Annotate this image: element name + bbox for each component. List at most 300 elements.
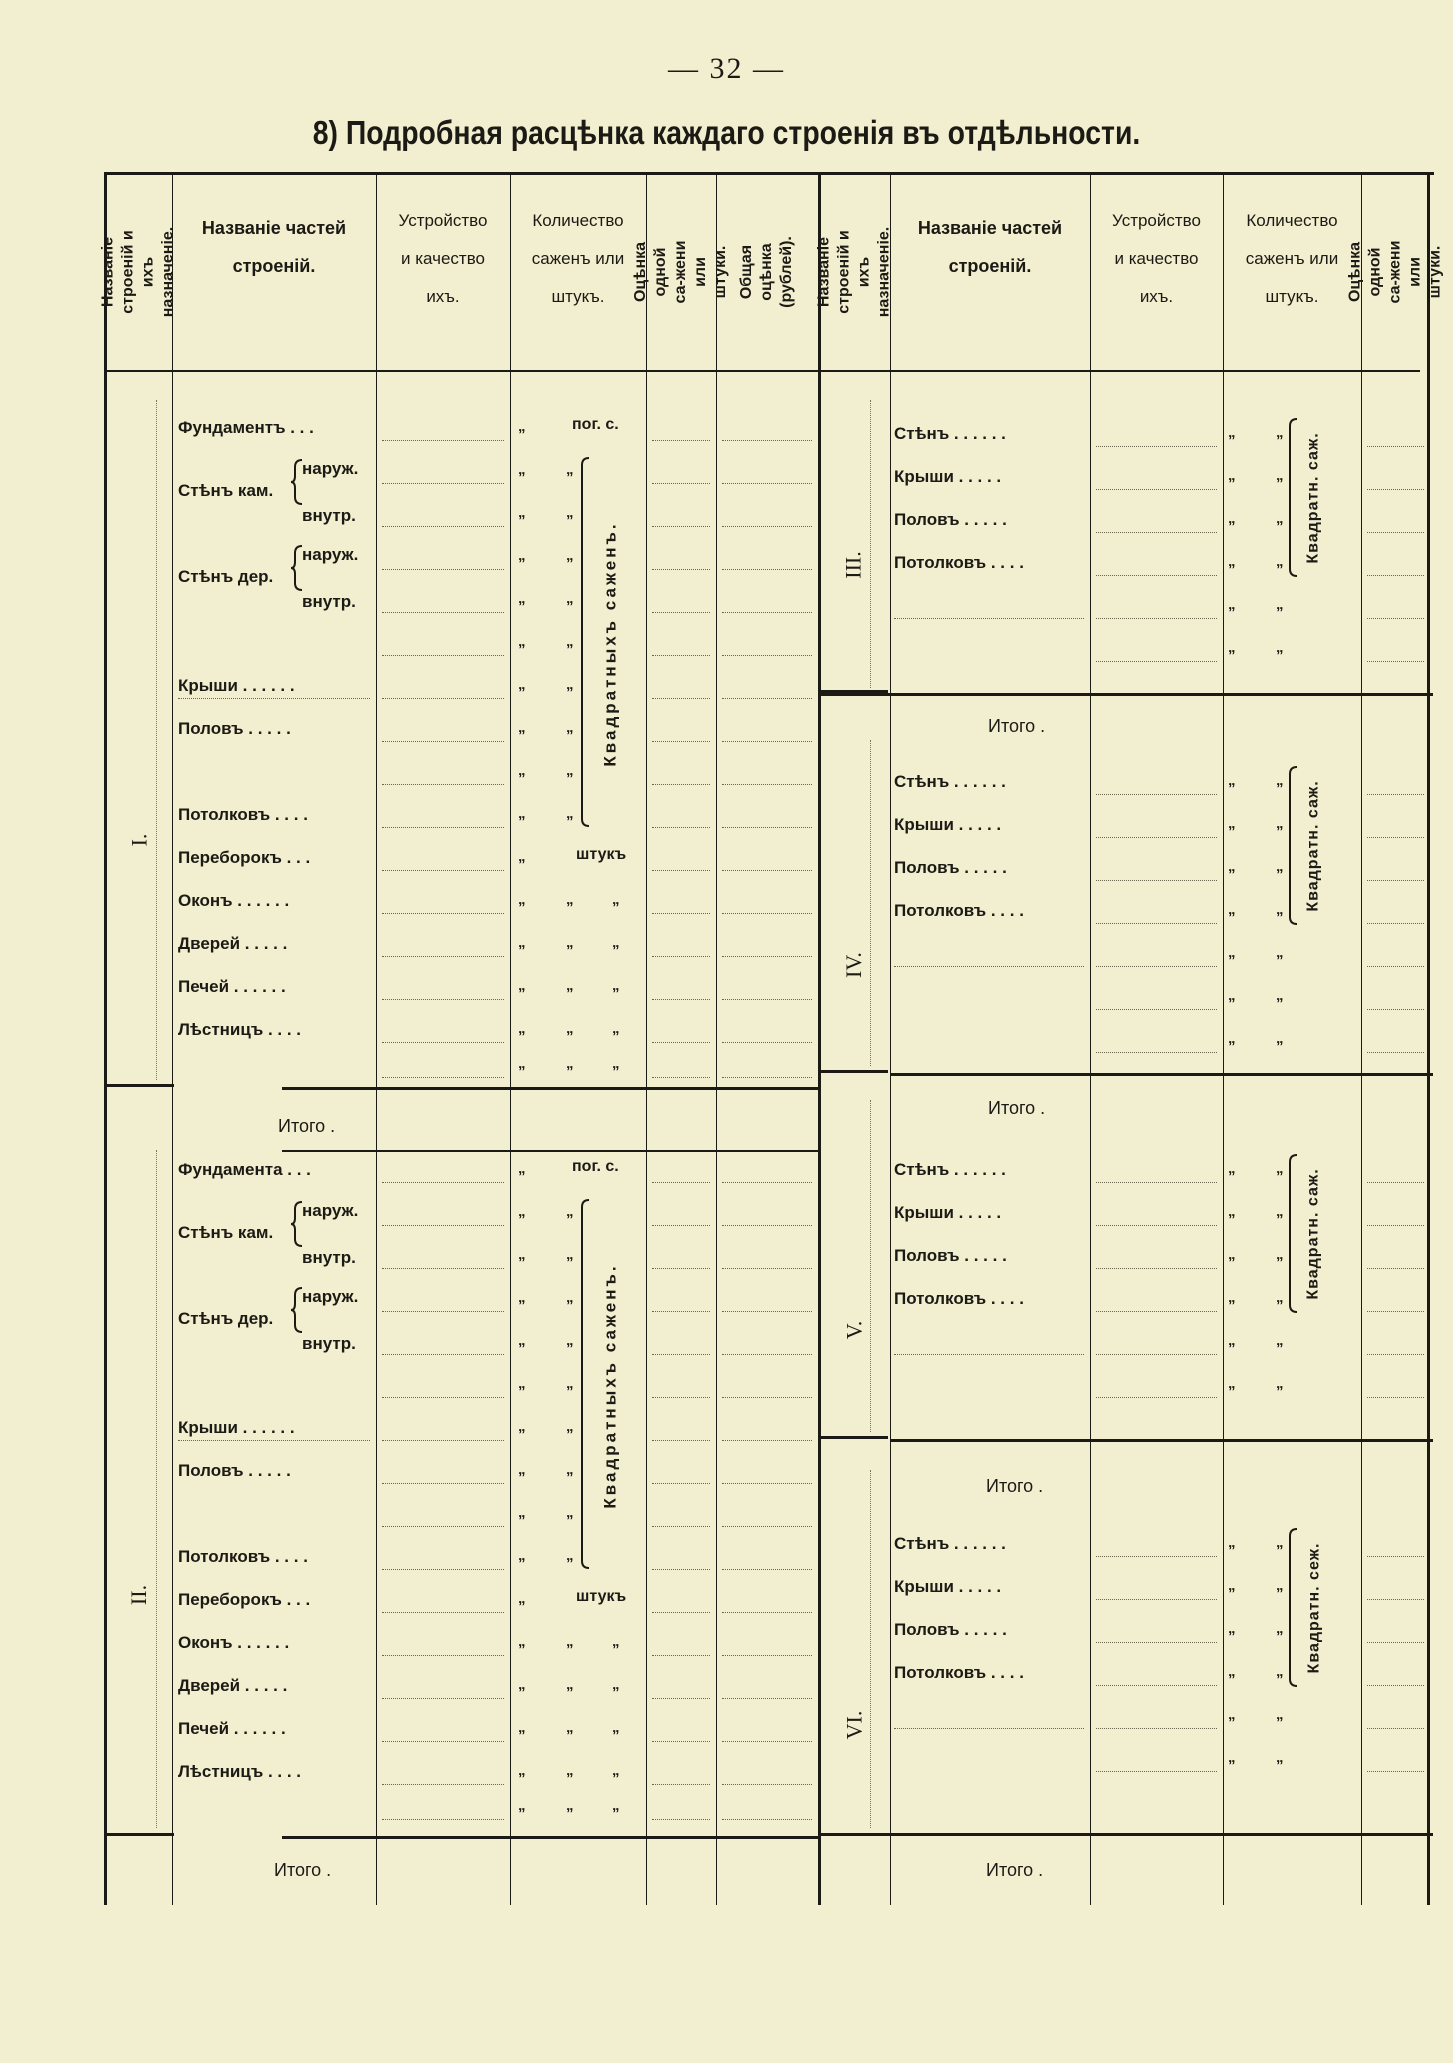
dotted-entry-line	[894, 1728, 1084, 1729]
ditto-mark: „	[1276, 1706, 1284, 1723]
dotted-entry-line	[652, 1741, 710, 1742]
right-header-quantity	[1223, 194, 1361, 324]
dotted-entry-line	[652, 1225, 710, 1226]
dotted-entry-line	[382, 1440, 504, 1441]
ditto-mark: „	[1276, 772, 1284, 789]
ditto-mark: „	[612, 1055, 620, 1072]
right-header-line: Названіе частей	[917, 218, 1063, 238]
dotted-entry-line	[652, 1612, 710, 1613]
ditto-mark: „	[566, 1719, 574, 1736]
ditto-mark: „	[1276, 944, 1284, 961]
dotted-entry-line	[722, 827, 812, 828]
dotted-entry-line	[722, 1526, 812, 1527]
building-1-row-doors: Дверей . . . . .	[178, 934, 288, 953]
dotted-entry-line	[1096, 1728, 1217, 1729]
dotted-entry-line	[894, 966, 1084, 967]
left-header-quantity-line: саженъ или	[531, 249, 625, 268]
building-5-unit-square-fathoms-text: Квадратн. саж.	[1305, 1167, 1323, 1300]
dotted-entry-line	[652, 1784, 710, 1785]
right-header-unit-price-text: Оцѣнка одной са-жени или штуки.	[1346, 240, 1444, 304]
dotted-entry-line	[1096, 1354, 1217, 1355]
dotted-entry-line	[382, 1077, 504, 1078]
ditto-mark: „	[566, 547, 574, 564]
curly-brace-icon	[290, 459, 304, 505]
ditto-mark: „	[518, 805, 526, 822]
left-header-device-line: Устройство	[398, 211, 488, 230]
ditto-mark: „	[566, 805, 574, 822]
dotted-entry-line	[894, 618, 1084, 619]
ditto-mark: „	[1228, 1375, 1236, 1392]
dotted-entry-line	[1367, 489, 1424, 490]
left-header-device	[376, 194, 510, 324]
inner-label: внутр.	[302, 1334, 356, 1353]
building-5-row-roofs2: Крыши . . . . .	[894, 1203, 1002, 1222]
left-header-total-price-text: Общая оцѣнка (рублей).	[738, 236, 795, 308]
ditto-mark: „	[566, 891, 574, 908]
ditto-mark: „	[518, 934, 526, 951]
left-header-total-price	[716, 178, 818, 366]
ditto-mark: „	[518, 1590, 526, 1607]
building-4-unit-square-fathoms-text: Квадратн. саж.	[1305, 779, 1323, 912]
right-header-part-name	[890, 192, 1090, 302]
unit-linear: пог. с.	[572, 416, 619, 433]
building-2-unit-square-fathoms-text: Квадратныхъ саженъ.	[601, 1263, 620, 1509]
unit-linear: пог. с.	[572, 1158, 619, 1175]
building-4-total: Итого .	[988, 1098, 1046, 1118]
ditto-mark: „	[1228, 987, 1236, 1004]
unit-pieces: штукъ	[576, 846, 627, 863]
dotted-entry-line	[652, 655, 710, 656]
dotted-entry-line	[1096, 794, 1217, 795]
outer-label: наруж.	[302, 1287, 359, 1306]
dotted-entry-line	[1096, 1009, 1217, 1010]
ditto-mark: „	[518, 891, 526, 908]
dotted-entry-line	[1096, 446, 1217, 447]
inner-label: внутр.	[302, 1248, 356, 1267]
dotted-entry-line	[382, 999, 504, 1000]
left-header-unit-price-text: Оцѣнка одной са-жени или штуки.	[632, 240, 729, 304]
building-2-unit-square-fathoms	[588, 1203, 634, 1569]
ditto-mark: „	[518, 1547, 526, 1564]
ditto-mark: „	[1276, 858, 1284, 875]
dotted-entry-line	[1367, 923, 1424, 924]
ditto-mark: „	[566, 1332, 574, 1349]
dotted-entry-line	[382, 655, 504, 656]
ditto-mark: „	[518, 762, 526, 779]
building-6-roman-text: VI.	[841, 1710, 866, 1740]
ditto-mark: „	[566, 1504, 574, 1521]
dotted-entry-line	[1367, 1268, 1424, 1269]
curly-brace-icon	[290, 1201, 304, 1247]
building-1-row-stairs: Лѣстницъ . . . .	[178, 1020, 302, 1039]
left-header-quantity	[510, 194, 646, 324]
dotted-entry-line	[382, 440, 504, 441]
left-header-line: Названіе частей	[201, 218, 347, 238]
dotted-entry-line	[1367, 966, 1424, 967]
building-1-unit-square-fathoms-text: Квадратныхъ саженъ.	[601, 521, 620, 767]
right-header-line: строеній.	[948, 256, 1032, 276]
ditto-mark: „	[566, 762, 574, 779]
building-3-roman-text: III.	[840, 551, 866, 579]
dotted-entry-line	[1367, 1354, 1424, 1355]
dotted-entry-line	[652, 1311, 710, 1312]
left-header-unit-price	[632, 178, 729, 366]
dotted-entry-line	[382, 1612, 504, 1613]
dotted-entry-line	[652, 1042, 710, 1043]
ditto-mark: „	[566, 1461, 574, 1478]
building-2-row-doors: Дверей . . . . .	[178, 1676, 288, 1695]
total-rule	[282, 1087, 818, 1090]
dotted-entry-line	[1096, 1599, 1217, 1600]
dotted-entry-line	[1367, 661, 1424, 662]
ditto-mark: „	[566, 934, 574, 951]
dotted-entry-line	[722, 1397, 812, 1398]
building-rule	[104, 1833, 174, 1836]
dotted-vertical-line	[870, 740, 871, 1066]
ditto-mark: „	[518, 1375, 526, 1392]
dotted-entry-line	[722, 1311, 812, 1312]
dotted-entry-line	[382, 698, 504, 699]
dotted-entry-line	[652, 1354, 710, 1355]
dotted-vertical-line	[156, 400, 157, 1080]
dotted-entry-line	[652, 569, 710, 570]
dotted-entry-line	[652, 1077, 710, 1078]
dotted-entry-line	[1096, 1225, 1217, 1226]
dotted-entry-line	[382, 612, 504, 613]
building-5-roman	[820, 1230, 888, 1430]
building-3-row-floors: Половъ . . . . .	[894, 510, 1007, 529]
dotted-entry-line	[1367, 1685, 1424, 1686]
building-5-unit-square-fathoms	[1294, 1154, 1334, 1313]
building-6-total: Итого .	[986, 1860, 1044, 1880]
right-header-device-line: Устройство	[1112, 211, 1201, 230]
dotted-vertical-line	[156, 1150, 157, 1828]
ditto-mark: „	[518, 1418, 526, 1435]
right-header-unit-price	[1346, 178, 1444, 366]
left-header-device-line: и качество	[400, 249, 485, 268]
ditto-mark: „	[1276, 1620, 1284, 1637]
dotted-entry-line	[1367, 1556, 1424, 1557]
ditto-mark: „	[1276, 987, 1284, 1004]
column-rule	[646, 172, 647, 1905]
ditto-mark: „	[1228, 467, 1236, 484]
left-header-quantity-line: Количество	[532, 211, 624, 230]
ditto-mark: „	[518, 547, 526, 564]
ditto-mark: „	[1228, 1246, 1236, 1263]
column-rule	[172, 172, 173, 1905]
dotted-entry-line	[1367, 1728, 1424, 1729]
ditto-mark: „	[1276, 1246, 1284, 1263]
right-header-quantity-line: штукъ.	[1265, 287, 1319, 306]
total-rule	[818, 1833, 1433, 1836]
dotted-entry-line	[382, 1741, 504, 1742]
dotted-entry-line	[652, 1440, 710, 1441]
right-header-building-name-text: Названіе строеній и ихъ назначеніе.	[815, 226, 893, 318]
dotted-entry-line	[382, 1311, 504, 1312]
dotted-entry-line	[382, 827, 504, 828]
dotted-entry-line	[1096, 489, 1217, 490]
dotted-entry-line	[722, 1612, 812, 1613]
right-header-device-line: ихъ.	[1139, 287, 1174, 306]
ditto-mark: „	[1276, 1534, 1284, 1551]
building-5-row-floors: Половъ . . . . .	[894, 1246, 1007, 1265]
building-4-row-ceilings: Потолковъ . . . .	[894, 901, 1024, 920]
ditto-mark: „	[1228, 1332, 1236, 1349]
building-6-roman	[820, 1620, 888, 1830]
dotted-entry-line	[652, 999, 710, 1000]
ditto-mark: „	[1276, 596, 1284, 613]
ditto-mark: „	[1276, 1663, 1284, 1680]
ditto-mark: „	[566, 1020, 574, 1037]
dotted-entry-line	[652, 956, 710, 957]
dotted-entry-line	[382, 1182, 504, 1183]
building-3-unit-square-fathoms-text: Квадратн. саж.	[1305, 431, 1323, 564]
building-1-total: Итого .	[278, 1116, 336, 1136]
building-6-row-roofs2: Крыши . . . . .	[894, 1577, 1002, 1596]
building-2-row-windows: Оконъ . . . . . .	[178, 1633, 290, 1652]
ditto-mark: „	[518, 1246, 526, 1263]
building-6-row-floors: Половъ . . . . .	[894, 1620, 1007, 1639]
building-6-row-ceilings: Потолковъ . . . .	[894, 1663, 1024, 1682]
ditto-mark: „	[566, 1762, 574, 1779]
right-header-quantity-line: саженъ или	[1245, 249, 1339, 268]
ditto-mark: „	[1276, 424, 1284, 441]
dotted-entry-line	[1096, 1268, 1217, 1269]
ditto-mark: „	[566, 1375, 574, 1392]
dotted-entry-line	[652, 1182, 710, 1183]
ditto-mark: „	[518, 1461, 526, 1478]
dotted-entry-line	[382, 1784, 504, 1785]
ditto-mark: „	[566, 1246, 574, 1263]
total-rule	[890, 1073, 1433, 1076]
ditto-mark: „	[1228, 1663, 1236, 1680]
building-4-roman	[820, 850, 888, 1080]
ditto-mark: „	[1228, 553, 1236, 570]
dotted-entry-line	[722, 1354, 812, 1355]
dotted-entry-line	[1367, 1771, 1424, 1772]
dotted-entry-line	[722, 1784, 812, 1785]
ditto-mark: „	[566, 676, 574, 693]
table-top-rule	[104, 172, 1434, 175]
dotted-entry-line	[1096, 532, 1217, 533]
dotted-vertical-line	[870, 1470, 871, 1828]
ditto-mark: „	[612, 1633, 620, 1650]
outer-label: наруж.	[302, 1201, 359, 1220]
ditto-mark: „	[566, 633, 574, 650]
ditto-mark: „	[518, 1203, 526, 1220]
ditto-mark: „	[1228, 815, 1236, 832]
building-6-unit-square-fathoms	[1294, 1528, 1334, 1687]
dotted-entry-line	[722, 612, 812, 613]
ditto-mark: „	[566, 1797, 574, 1814]
dotted-entry-line	[1096, 1685, 1217, 1686]
column-rule	[716, 172, 717, 1905]
left-header-part-name	[172, 192, 376, 302]
dotted-entry-line	[382, 1698, 504, 1699]
column-rule	[1090, 172, 1091, 1905]
ditto-mark: „	[1276, 1289, 1284, 1306]
ditto-mark: „	[1228, 1706, 1236, 1723]
building-4-row-roofs2: Крыши . . . . .	[894, 815, 1002, 834]
ditto-mark: „	[1228, 1203, 1236, 1220]
building-1-roman-text: I.	[125, 833, 151, 847]
column-rule	[1223, 172, 1224, 1905]
dotted-entry-line	[652, 913, 710, 914]
dotted-entry-line	[1096, 1182, 1217, 1183]
ditto-mark: „	[1276, 901, 1284, 918]
building-1-row-stoves: Печей . . . . . .	[178, 977, 286, 996]
dotted-entry-line	[652, 784, 710, 785]
ditto-mark: „	[518, 633, 526, 650]
dotted-entry-line	[1367, 1182, 1424, 1183]
dotted-entry-line	[1096, 966, 1217, 967]
left-header-building-name-text: Названіе строеній и ихъ назначеніе.	[99, 226, 177, 318]
curly-brace-icon	[290, 1287, 304, 1333]
dotted-entry-line	[382, 1225, 504, 1226]
ditto-mark: „	[1276, 1749, 1284, 1766]
building-2-row-stoves: Печей . . . . . .	[178, 1719, 286, 1738]
dotted-entry-line	[382, 1354, 504, 1355]
right-header-building-name	[815, 178, 893, 366]
building-5-roman-text: V.	[841, 1320, 866, 1340]
dotted-entry-line	[652, 483, 710, 484]
total-rule	[890, 1439, 1433, 1442]
inner-label: внутр.	[302, 506, 356, 525]
ditto-mark: „	[518, 590, 526, 607]
dotted-entry-line	[722, 1077, 812, 1078]
dotted-entry-line	[382, 1483, 504, 1484]
right-header-device	[1090, 194, 1223, 324]
building-2-row-foundation: Фундамента . . .	[178, 1160, 311, 1179]
dotted-entry-line	[1096, 1556, 1217, 1557]
left-header-quantity-line: штукъ.	[551, 287, 605, 306]
dotted-entry-line	[722, 956, 812, 957]
dotted-entry-line	[1367, 618, 1424, 619]
dotted-entry-line	[1096, 618, 1217, 619]
ditto-mark: „	[1228, 1289, 1236, 1306]
building-3-total: Итого .	[988, 716, 1046, 736]
dotted-entry-line	[1367, 446, 1424, 447]
ditto-mark: „	[1276, 510, 1284, 527]
dotted-entry-line	[1096, 1642, 1217, 1643]
building-2-row-floors: Половъ . . . . .	[178, 1461, 291, 1480]
ditto-mark: „	[1228, 596, 1236, 613]
ditto-mark: „	[1276, 553, 1284, 570]
ditto-mark: „	[566, 590, 574, 607]
building-1-row-windows: Оконъ . . . . . .	[178, 891, 290, 910]
building-2-roman-text: II.	[126, 1584, 151, 1606]
ditto-mark: „	[518, 1762, 526, 1779]
ditto-mark: „	[518, 504, 526, 521]
ditto-mark: „	[566, 719, 574, 736]
building-5-row-walls: Стѣнъ . . . . . .	[894, 1160, 1006, 1179]
dotted-entry-line	[722, 870, 812, 871]
ditto-mark: „	[1276, 1160, 1284, 1177]
dotted-entry-line	[722, 1268, 812, 1269]
ditto-mark: „	[518, 1719, 526, 1736]
ditto-mark: „	[1228, 639, 1236, 656]
dotted-vertical-line	[870, 1100, 871, 1432]
dotted-entry-line	[382, 569, 504, 570]
dotted-entry-line	[382, 1819, 504, 1820]
dotted-entry-line	[1096, 1771, 1217, 1772]
building-2-total: Итого .	[274, 1860, 332, 1880]
dotted-entry-line	[652, 526, 710, 527]
left-header-building-name	[99, 178, 177, 366]
dotted-entry-line	[722, 1741, 812, 1742]
dotted-entry-line	[722, 1569, 812, 1570]
building-1-roman	[106, 600, 172, 1080]
ditto-mark: „	[518, 1020, 526, 1037]
ditto-mark: „	[612, 977, 620, 994]
dotted-entry-line	[1367, 837, 1424, 838]
ditto-mark: „	[1276, 467, 1284, 484]
dotted-entry-line	[1367, 575, 1424, 576]
left-header-device-line: ихъ.	[426, 287, 460, 306]
ditto-mark: „	[566, 1289, 574, 1306]
building-3-unit-square-fathoms	[1294, 418, 1334, 577]
dotted-entry-line	[722, 1182, 812, 1183]
dotted-entry-line	[722, 1042, 812, 1043]
ditto-mark: „	[566, 1203, 574, 1220]
left-header-line: строеній.	[232, 256, 316, 276]
building-2-roman	[106, 1360, 172, 1830]
dotted-entry-line	[382, 1569, 504, 1570]
dotted-entry-line	[652, 440, 710, 441]
dotted-entry-line	[1367, 1599, 1424, 1600]
dotted-entry-line	[1367, 1311, 1424, 1312]
dotted-entry-line	[382, 913, 504, 914]
building-5-row-ceilings: Потолковъ . . . .	[894, 1289, 1024, 1308]
dotted-entry-line	[1096, 1052, 1217, 1053]
ditto-mark: „	[518, 676, 526, 693]
building-6-unit-square-fathoms-text: Квадратн. сеж.	[1305, 1542, 1323, 1673]
building-6-row-walls: Стѣнъ . . . . . .	[894, 1534, 1006, 1553]
dotted-entry-line	[178, 698, 370, 699]
ditto-mark: „	[1276, 1375, 1284, 1392]
dotted-entry-line	[722, 483, 812, 484]
building-2-row-stairs: Лѣстницъ . . . .	[178, 1762, 302, 1781]
building-2-row-roofs: Крыши . . . . . .	[178, 1418, 295, 1437]
dotted-entry-line	[1096, 923, 1217, 924]
inner-label: внутр.	[302, 592, 356, 611]
dotted-entry-line	[382, 870, 504, 871]
dotted-entry-line	[1367, 532, 1424, 533]
ditto-mark: „	[518, 1676, 526, 1693]
ditto-mark: „	[612, 1676, 620, 1693]
dotted-entry-line	[652, 1483, 710, 1484]
ditto-mark: „	[1228, 424, 1236, 441]
ditto-mark: „	[518, 848, 526, 865]
building-3-row-walls: Стѣнъ . . . . . .	[894, 424, 1006, 443]
ditto-mark: „	[1276, 1577, 1284, 1594]
building-2-row-partitions: Переборокъ . . .	[178, 1590, 311, 1609]
ditto-mark: „	[518, 977, 526, 994]
dotted-entry-line	[722, 1225, 812, 1226]
dotted-entry-line	[652, 1819, 710, 1820]
unit-pieces: штукъ	[576, 1588, 627, 1605]
total-rule	[282, 1836, 818, 1839]
building-2-row-stone-walls: Стѣнъ кам.	[178, 1223, 274, 1242]
ditto-mark: „	[518, 1160, 526, 1177]
dotted-vertical-line	[870, 400, 871, 688]
building-5-total: Итого .	[986, 1476, 1044, 1496]
ditto-mark: „	[1228, 772, 1236, 789]
ditto-mark: „	[612, 891, 620, 908]
building-3-roman	[820, 440, 888, 690]
building-1-row-roofs: Крыши . . . . . .	[178, 676, 295, 695]
building-2-row-wood-walls: Стѣнъ дер.	[178, 1309, 274, 1328]
